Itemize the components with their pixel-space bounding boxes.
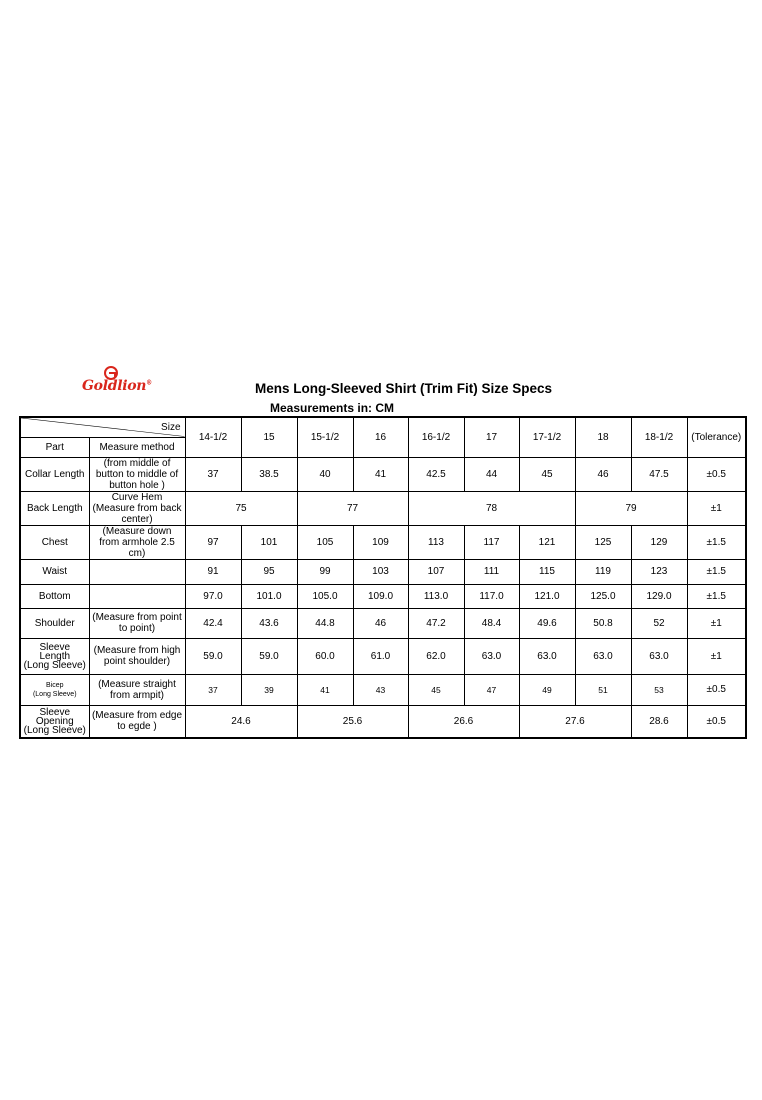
method-cell: (Measure from edge to egde ): [89, 705, 185, 738]
value-cell: 46: [575, 457, 631, 491]
value-cell: 42.4: [185, 608, 241, 638]
part-cell: Waist: [20, 559, 89, 584]
tolerance-cell: ±1: [687, 638, 746, 674]
value-cell: 107: [408, 559, 464, 584]
tolerance-cell: ±1.5: [687, 525, 746, 559]
value-cell: 97.0: [185, 584, 241, 608]
value-cell: 125: [575, 525, 631, 559]
part-cell: Bottom: [20, 584, 89, 608]
value-cell: 119: [575, 559, 631, 584]
table-row: [20, 674, 746, 705]
value-cell: 40: [297, 457, 353, 491]
value-cell: 121.0: [519, 584, 575, 608]
value-cell: 111: [464, 559, 519, 584]
size-header: 18-1/2: [631, 417, 687, 457]
tolerance-cell: ±1: [687, 491, 746, 525]
table-row: [20, 638, 746, 674]
value-cell: 53: [631, 674, 687, 705]
size-spec-table: [19, 416, 747, 739]
part-cell: Chest: [20, 525, 89, 559]
value-cell: 103: [353, 559, 408, 584]
tolerance-cell: ±1.5: [687, 559, 746, 584]
method-header: Measure method: [89, 437, 185, 457]
value-cell: 45: [519, 457, 575, 491]
value-cell: 24.6: [185, 705, 297, 738]
part-cell: Collar Length: [20, 457, 89, 491]
value-cell: 115: [519, 559, 575, 584]
value-cell: 39: [241, 674, 297, 705]
tolerance-cell: ±0.5: [687, 705, 746, 738]
part-cell: Bicep (Long Sleeve): [20, 674, 89, 705]
diagonal-divider: [21, 418, 185, 437]
value-cell: 25.6: [297, 705, 408, 738]
header-row: [20, 417, 746, 437]
method-cell: Curve Hem (Measure from back center): [89, 491, 185, 525]
value-cell: 45: [408, 674, 464, 705]
table-row: [20, 584, 746, 608]
value-cell: 117.0: [464, 584, 519, 608]
value-cell: 97: [185, 525, 241, 559]
value-cell: 27.6: [519, 705, 631, 738]
value-cell: 113: [408, 525, 464, 559]
tolerance-cell: ±1: [687, 608, 746, 638]
page-subtitle: Measurements in: CM: [270, 401, 395, 415]
header-diagonal-cell: [20, 417, 185, 437]
method-cell: (Measure from high point shoulder): [89, 638, 185, 674]
size-header: 18: [575, 417, 631, 457]
value-cell: 28.6: [631, 705, 687, 738]
table-row: [20, 457, 746, 491]
value-cell: 95: [241, 559, 297, 584]
value-cell: 41: [297, 674, 353, 705]
value-cell: 79: [575, 491, 687, 525]
value-cell: 117: [464, 525, 519, 559]
value-cell: 105.0: [297, 584, 353, 608]
method-cell: (Measure from point to point): [89, 608, 185, 638]
value-cell: 77: [297, 491, 408, 525]
value-cell: 46: [353, 608, 408, 638]
size-header: 15: [241, 417, 297, 457]
method-cell: (from middle of button to middle of button hole ): [89, 457, 185, 491]
value-cell: 42.5: [408, 457, 464, 491]
value-cell: 129: [631, 525, 687, 559]
value-cell: 49.6: [519, 608, 575, 638]
method-cell: (Measure straight from armpit): [89, 674, 185, 705]
value-cell: 113.0: [408, 584, 464, 608]
value-cell: 44: [464, 457, 519, 491]
value-cell: 52: [631, 608, 687, 638]
value-cell: 48.4: [464, 608, 519, 638]
size-header: 16-1/2: [408, 417, 464, 457]
value-cell: 75: [185, 491, 297, 525]
value-cell: 91: [185, 559, 241, 584]
table-row: [20, 559, 746, 584]
value-cell: 78: [408, 491, 575, 525]
table-row: [20, 491, 746, 525]
part-cell: Shoulder: [20, 608, 89, 638]
size-header: 14-1/2: [185, 417, 241, 457]
value-cell: 43: [353, 674, 408, 705]
tolerance-cell: ±0.5: [687, 457, 746, 491]
value-cell: 105: [297, 525, 353, 559]
method-cell: (Measure down from armhole 2.5 cm): [89, 525, 185, 559]
value-cell: 60.0: [297, 638, 353, 674]
method-cell: [89, 584, 185, 608]
page-title: Mens Long-Sleeved Shirt (Trim Fit) Size Specs: [255, 381, 553, 396]
logo-wordmark: Goldlion®: [82, 378, 152, 394]
part-cell: Sleeve Length (Long Sleeve): [20, 638, 89, 674]
table-row: [20, 705, 746, 738]
value-cell: 50.8: [575, 608, 631, 638]
value-cell: 61.0: [353, 638, 408, 674]
value-cell: 63.0: [519, 638, 575, 674]
value-cell: 101: [241, 525, 297, 559]
size-label: Size: [161, 422, 181, 433]
tolerance-header: (Tolerance): [687, 417, 746, 457]
size-header: 16: [353, 417, 408, 457]
value-cell: 125.0: [575, 584, 631, 608]
value-cell: 47: [464, 674, 519, 705]
size-header: 17: [464, 417, 519, 457]
part-cell: Back Length: [20, 491, 89, 525]
value-cell: 47.5: [631, 457, 687, 491]
value-cell: 129.0: [631, 584, 687, 608]
value-cell: 37: [185, 457, 241, 491]
value-cell: 109.0: [353, 584, 408, 608]
value-cell: 38.5: [241, 457, 297, 491]
value-cell: 99: [297, 559, 353, 584]
goldlion-logo: [82, 366, 160, 406]
part-cell: Sleeve Opening (Long Sleeve): [20, 705, 89, 738]
value-cell: 123: [631, 559, 687, 584]
value-cell: 47.2: [408, 608, 464, 638]
value-cell: 121: [519, 525, 575, 559]
value-cell: 41: [353, 457, 408, 491]
value-cell: 37: [185, 674, 241, 705]
value-cell: 62.0: [408, 638, 464, 674]
value-cell: 49: [519, 674, 575, 705]
tolerance-cell: ±0.5: [687, 674, 746, 705]
method-cell: [89, 559, 185, 584]
tolerance-cell: ±1.5: [687, 584, 746, 608]
size-header: 15-1/2: [297, 417, 353, 457]
value-cell: 43.6: [241, 608, 297, 638]
value-cell: 59.0: [241, 638, 297, 674]
value-cell: 63.0: [575, 638, 631, 674]
value-cell: 26.6: [408, 705, 519, 738]
value-cell: 109: [353, 525, 408, 559]
table-row: [20, 525, 746, 559]
value-cell: 101.0: [241, 584, 297, 608]
size-header: 17-1/2: [519, 417, 575, 457]
value-cell: 51: [575, 674, 631, 705]
value-cell: 44.8: [297, 608, 353, 638]
value-cell: 59.0: [185, 638, 241, 674]
value-cell: 63.0: [631, 638, 687, 674]
value-cell: 63.0: [464, 638, 519, 674]
table-row: [20, 608, 746, 638]
part-header: Part: [20, 437, 89, 457]
